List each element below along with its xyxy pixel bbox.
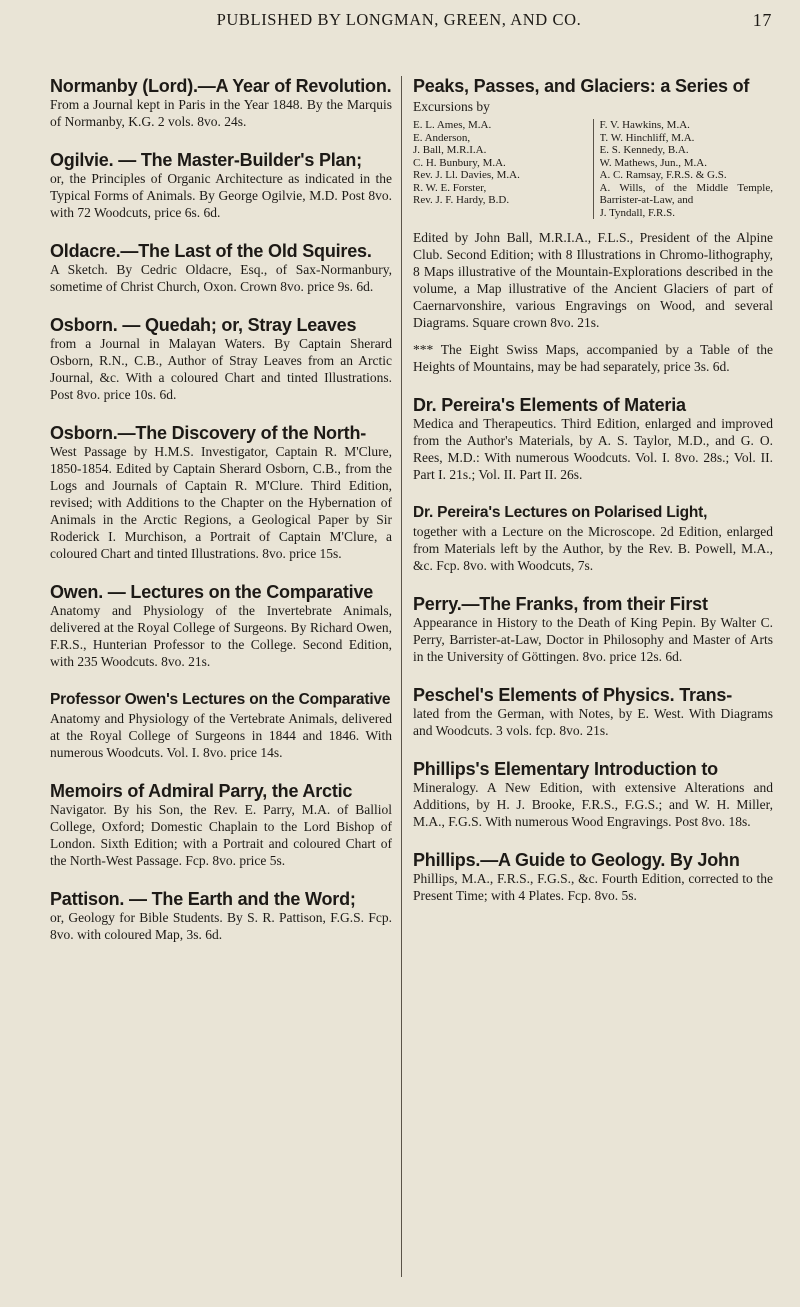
entry-heading: Osborn.—The Discovery of the North-	[50, 423, 367, 443]
left-column	[50, 76, 392, 1299]
catalogue-entry	[50, 241, 392, 295]
entry-text: or, the Principles of Organic Architecture as indicated in the Typical Forms of Animals. By George Ogilvie, M.D. Post 8vo. with 72 Woodcuts, price 6s. 6d.	[50, 171, 392, 220]
catalogue-entry	[413, 395, 773, 483]
entry-text: Appearance in History to the Death of King Pepin. By Walter C. Perry, Barrister-at-Law, Doctor in Philosophy and Master of Arts in the University of Göttingen. 8vo. price 12s. 6d.	[413, 615, 773, 664]
entry-heading: Ogilvie. — The Master-Builder's Plan;	[50, 150, 362, 170]
column-divider	[401, 76, 402, 1277]
catalogue-entry	[50, 76, 392, 130]
catalogue-entry	[50, 582, 392, 670]
author-name: A. C. Ramsay, F.R.S. & G.S.	[599, 169, 727, 181]
entry-heading: Perry.—The Franks, from their First	[413, 594, 708, 614]
author-name: E. L. Ames, M.A.	[413, 119, 492, 131]
entry-text: From a Journal kept in Paris in the Year 1848. By the Marquis of Normanby, K.G. 2 vols. 8vo. 24s.	[50, 97, 392, 129]
author-name: T. W. Hinchliff, M.A.	[599, 131, 695, 144]
entry-heading: Owen. — Lectures on the Comparative	[50, 582, 374, 602]
author-name: J. Tyndall, F.R.S.	[599, 206, 675, 219]
catalogue-entry	[50, 315, 392, 403]
author-name: E. S. Kennedy, B.A.	[599, 144, 689, 156]
entry-heading: Phillips's Elementary Introduction to	[413, 759, 718, 779]
catalogue-entry	[413, 685, 773, 739]
entry-heading: Dr. Pereira's Lectures on Polarised Light,	[413, 504, 708, 521]
entry-text: A Sketch. By Cedric Oldacre, Esq., of Sax-Normanbury, sometime of Christ Church, Oxon. Crown 8vo. price 9s. 6d.	[50, 262, 392, 294]
author-name: Rev. J. Ll. Davies, M.A.	[413, 169, 520, 181]
author-name: F. V. Hawkins, M.A.	[599, 119, 690, 131]
entry-text: Edited by John Ball, M.R.I.A., F.L.S., President of the Alpine Club. Second Edition; with 8 Illustrations in Chromo-lithography, 8 Maps illustrative of the Mountain-Explorations described in the volume, a Map illustrative of the Ancient Glaciers of part of Caernarvonshire, various Engravings on Wood, and several Diagrams. Square crown 8vo. 21s.	[413, 230, 773, 330]
running-head	[66, 0, 772, 40]
author-name: R. W. E. Forster,	[413, 181, 487, 194]
author-list-right	[593, 119, 774, 219]
entry-heading: Pattison. — The Earth and the Word;	[50, 889, 356, 909]
author-name: E. Anderson,	[413, 131, 471, 144]
catalogue-entry	[413, 594, 773, 665]
entry-heading: Professor Owen's Lectures on the Comparative	[50, 691, 391, 708]
author-list-left	[413, 119, 593, 219]
entry-text: together with a Lecture on the Microscope. 2d Edition, enlarged from Materials left by the Author, by the Rev. B. Powell, M.A., &c. Fcp. 8vo. with Woodcuts, 7s.	[413, 524, 773, 573]
entry-heading: Normanby (Lord).—A Year of Revolution.	[50, 76, 392, 96]
entry-heading: Memoirs of Admiral Parry, the Arctic	[50, 781, 353, 801]
author-list	[413, 119, 773, 219]
catalogue-entry	[50, 781, 392, 869]
catalogue-entry	[50, 889, 392, 943]
entry-heading: Osborn. — Quedah; or, Stray Leaves	[50, 315, 357, 335]
entry-heading: Phillips.—A Guide to Geology. By John	[413, 850, 740, 870]
author-name: W. Mathews, Jun., M.A.	[599, 156, 707, 169]
entry-heading: Dr. Pereira's Elements of Materia	[413, 395, 686, 415]
author-name: J. Ball, M.R.I.A.	[413, 144, 487, 156]
catalogue-entry	[413, 759, 773, 830]
entry-text: or, Geology for Bible Students. By S. R. Pattison, F.G.S. Fcp. 8vo. with coloured Map, 3s. 6d.	[50, 910, 392, 942]
entry-note: *** The Eight Swiss Maps, accompanied by a Table of the Heights of Mountains, may be had separately, price 3s. 6d.	[413, 342, 773, 374]
entry-text: Anatomy and Physiology of the Invertebrate Animals, delivered at the Royal College of Surgeons. By Richard Owen, F.R.S., Hunterian Professor to the College. Second Edition, with 235 Woodcuts. 8vo. 21s.	[50, 603, 392, 669]
catalogue-entry	[50, 423, 392, 562]
entry-text: Navigator. By his Son, the Rev. E. Parry, M.A. of Balliol College, Oxford; Domestic Chaplain to the Lord Bishop of London. Sixth Edition; with a Portrait and coloured Chart of the North-West Passage. Fcp. 8vo. price 5s.	[50, 802, 392, 868]
catalogue-entry	[413, 850, 773, 904]
entry-text: from a Journal in Malayan Waters. By Captain Sherard Osborn, R.N., C.B., Author of Stray Leaves from an Arctic Journal, &c. With a coloured Chart and tinted Illustrations. Post 8vo. price 10s. 6d.	[50, 336, 392, 402]
right-column	[413, 76, 773, 1299]
catalogue-entry	[50, 150, 392, 221]
author-name: A. Wills, of the Middle Temple, Barrister-at-Law, and	[599, 181, 773, 206]
author-name: C. H. Bunbury, M.A.	[413, 156, 506, 169]
catalogue-entry	[50, 690, 392, 761]
catalogue-entry	[413, 503, 773, 574]
author-name: Rev. J. F. Hardy, B.D.	[413, 194, 510, 206]
running-head-title: PUBLISHED BY LONGMAN, GREEN, AND CO.	[216, 10, 582, 29]
entry-text: Medica and Therapeutics. Third Edition, enlarged and improved from the Author's Materials, by A. S. Taylor, M.D., and G. O. Rees, M.D.: With numerous Woodcuts. Vol. I. 8vo. 28s.; Vol. II. Part I. 21s.; Vol. II. Part II. 26s.	[413, 416, 773, 482]
entry-text: West Passage by H.M.S. Investigator, Captain R. M'Clure, 1850-1854. Edited by Captain Sherard Osborn, C.B., from the Logs and Journals of Captain R. M'Clure. Third Edition, revised; with Additions to the Chapter on the Hybernation of Animals in the Arctic Regions, a Geological Paper by Sir Roderick I. Murchison, a Portrait of Captain M'Clure, a coloured Chart and tinted Illustrations. 8vo. price 15s.	[50, 444, 392, 561]
entry-heading: Peschel's Elements of Physics. Trans-	[413, 685, 733, 705]
entry-heading: Peaks, Passes, and Glaciers: a Series of	[413, 76, 750, 96]
page-number: 17	[752, 9, 772, 30]
entry-text: lated from the German, with Notes, by E. West. With Diagrams and Woodcuts. 3 vols. fcp. 8vo. 21s.	[413, 706, 773, 738]
entry-heading: Oldacre.—The Last of the Old Squires.	[50, 241, 372, 261]
entry-text: Phillips, M.A., F.R.S., F.G.S., &c. Fourth Edition, corrected to the Present Time; with 4 Plates. Fcp. 8vo. 5s.	[413, 871, 773, 903]
entry-byline: Excursions by	[413, 99, 490, 114]
entry-text: Anatomy and Physiology of the Vertebrate Animals, delivered at the Royal College of Surgeons in 1844 and 1846. With numerous Woodcuts. Vol. I. 8vo. price 14s.	[50, 711, 392, 760]
catalogue-entry-peaks	[413, 76, 773, 331]
entry-text: Mineralogy. A New Edition, with extensive Alterations and Additions, by H. J. Brooke, F.R.S., F.G.S.; and W. H. Miller, M.A., F.G.S. With numerous Wood Engravings. Post 8vo. 18s.	[413, 780, 773, 829]
